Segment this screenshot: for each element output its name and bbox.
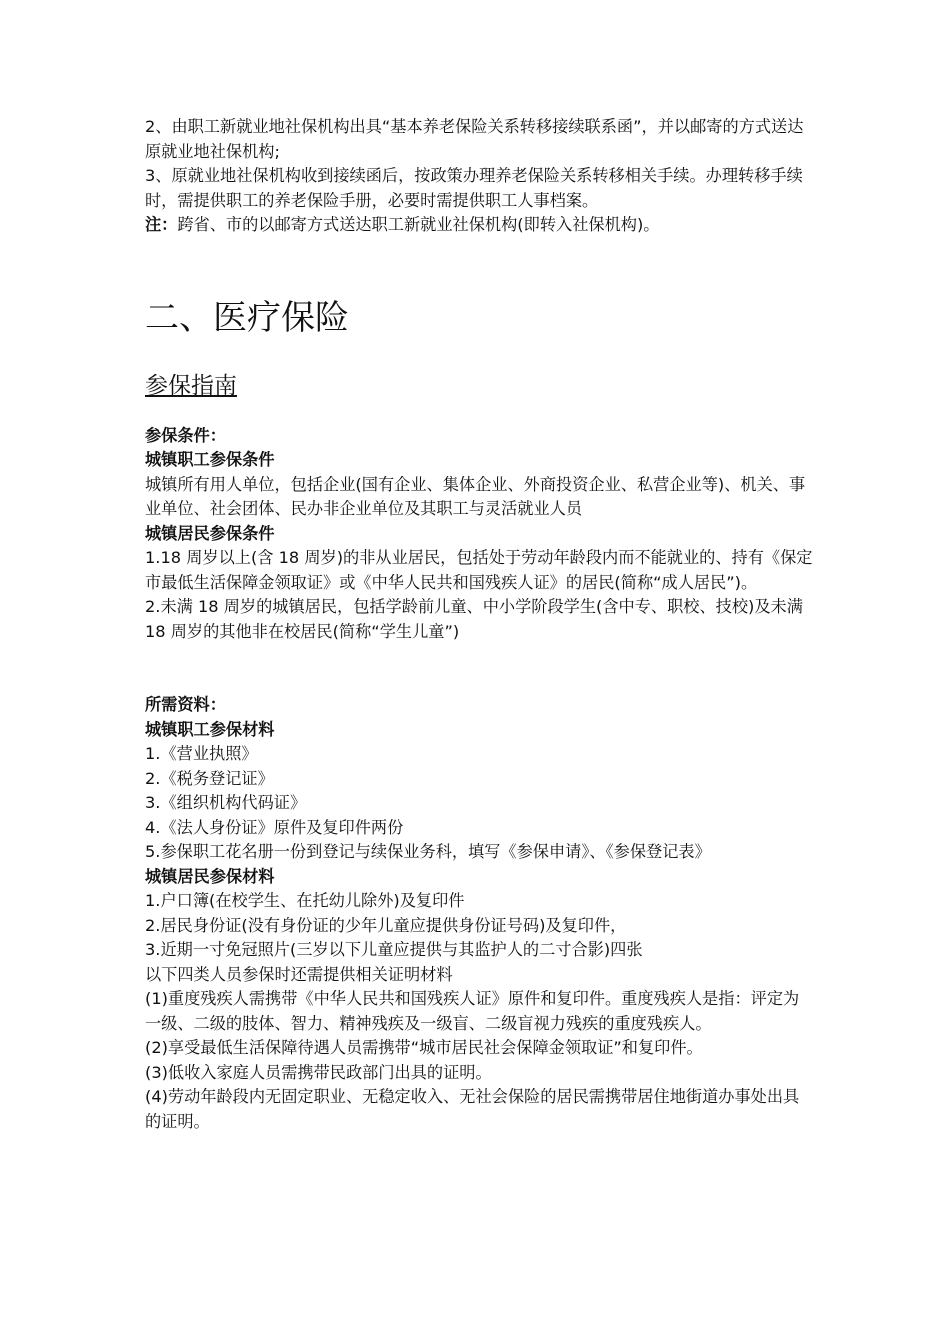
resident-material-item: (3)低收入家庭人员需携带民政部门出具的证明。 [145,1062,492,1082]
employee-materials-heading: 城镇职工参保材料 [145,719,275,739]
resident-condition-item: 1.18 周岁以上(含 18 周岁)的非从业居民，包括处于劳动年龄段内而不能就业的、持有《保定市最低生活保障金领取证》或《中华人民共和国残疾人证》的居民(简称“成人居民”)。 [145,548,813,592]
section-title: 二、医疗保险 [145,297,349,338]
employee-material-item: 2.《税务登记证》 [145,768,274,788]
resident-material-item: 1.户口簿(在校学生、在托幼儿除外)及复印件 [145,891,465,910]
resident-material-item: 3.近期一寸免冠照片(三岁以下儿童应提供与其监护人的二寸合影)四张 [145,940,643,959]
employee-material-item: 5.参保职工花名册一份到登记与续保业务科，填写《参保申请》、《参保登记表》 [145,842,711,861]
resident-conditions-heading: 城镇居民参保条件 [145,523,275,543]
employee-material-item: 3.《组织机构代码证》 [145,793,307,812]
step-2-text: 2、由职工新就业地社保机构出具“基本养老保险关系转移接续联系函”，并以邮寄的方式送达原就业地社保机构; [145,117,804,161]
conditions-heading: 参保条件： [145,425,226,445]
resident-material-item: 2.居民身份证(没有身份证的少年儿童应提供身份证号码)及复印件， [145,915,627,935]
document-page [145,115,815,1134]
note-paragraph [145,213,815,238]
resident-materials-heading: 城镇居民参保材料 [145,866,275,886]
materials-heading: 所需资料： [145,695,226,714]
resident-material-item: 以下四类人员参保时还需提供相关证明材料 [145,964,453,984]
resident-material-item: (2)享受最低生活保障待遇人员需携带“城市居民社会保障金领取证”和复印件。 [145,1038,703,1057]
step-3-text: 3、原就业地社保机构收到接续函后，按政策办理养老保险关系转移相关手续。办理转移手续时，需提供职工的养老保险手册，必要时需提供职工人事档案。 [145,166,803,210]
resident-material-item: (4)劳动年龄段内无固定职业、无稳定收入、无社会保险的居民需携带居住地街道办事处出具的证明。 [145,1087,800,1131]
resident-material-item: (1)重度残疾人需携带《中华人民共和国残疾人证》原件和复印件。重度残疾人是指：评定为一级、二级的肢体、智力、精神残疾及一级盲、二级盲视力残疾的重度残疾人。 [145,989,800,1033]
subsection-title: 参保指南 [145,372,237,399]
note-label: 注： [145,215,178,234]
resident-condition-item: 2.未满 18 周岁的城镇居民，包括学龄前儿童、中小学阶段学生(含中专、职校、技校)及未满 18 周岁的其他非在校居民(简称“学生儿童”) [145,597,803,641]
note-text: 跨省、市的以邮寄方式送达职工新就业社保机构(即转入社保机构)。 [177,215,660,234]
employee-conditions-text: 城镇所有用人单位，包括企业(国有企业、集体企业、外商投资企业、私营企业等)、机关、事业单位、社会团体、民办非企业单位及其职工与灵活就业人员 [145,474,806,518]
employee-conditions-heading: 城镇职工参保条件 [145,450,275,469]
employee-material-item: 1.《营业执照》 [145,744,258,763]
employee-material-item: 4.《法人身份证》原件及复印件两份 [145,817,404,837]
